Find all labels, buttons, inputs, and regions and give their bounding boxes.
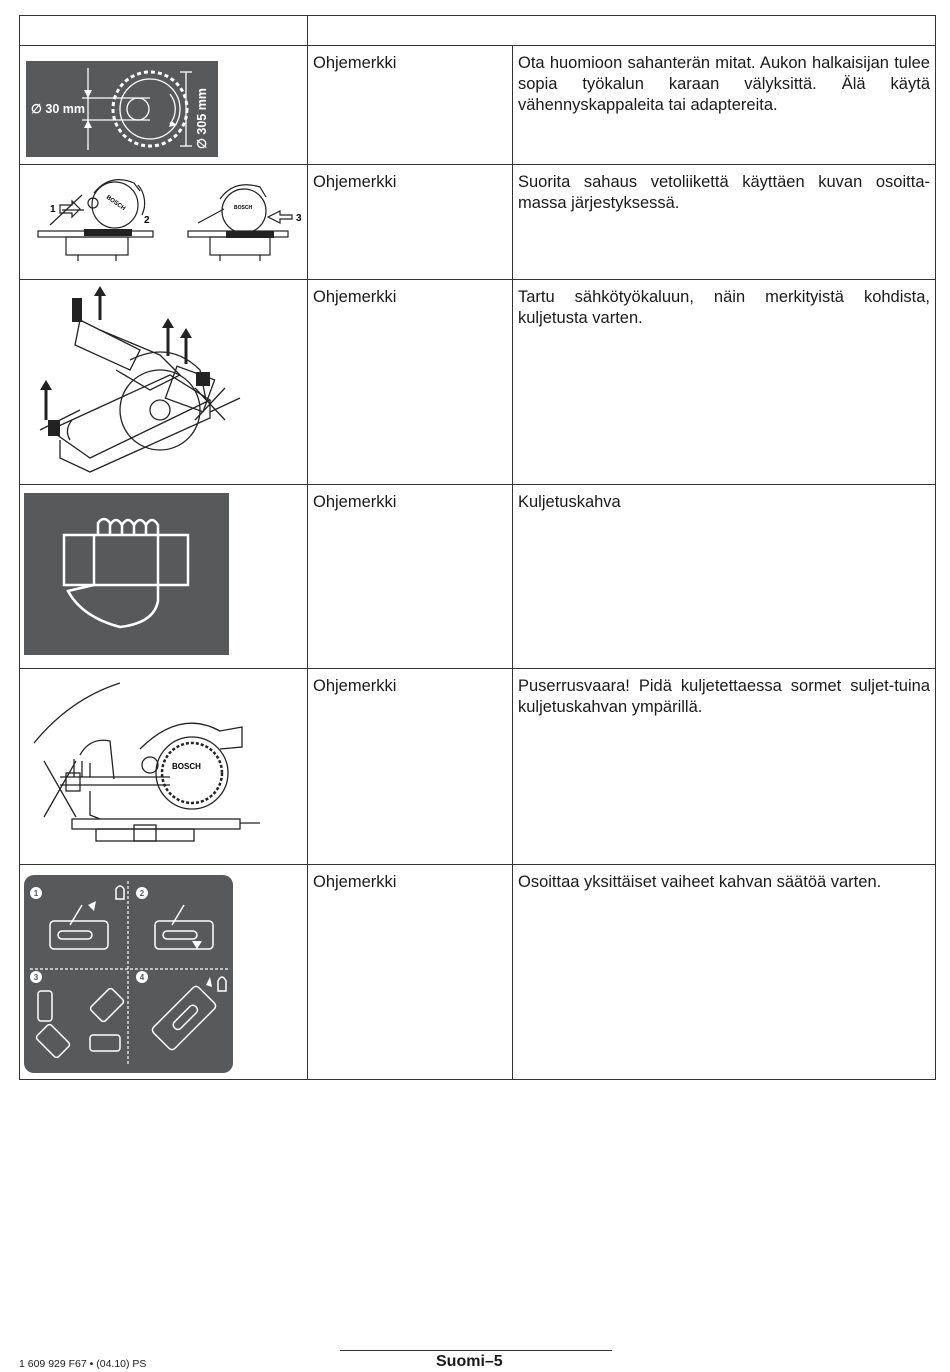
label-cell bbox=[308, 46, 513, 165]
saw-blade-dimensions-icon bbox=[20, 46, 308, 164]
symbol-description: Ota huomioon sahanterän mitat. Aukon halkaisijan tulee sopia työkalun karaan välyksittä. Älä käytä vähennyskappaleita tai adaptereita. bbox=[518, 54, 930, 114]
label-cell bbox=[308, 165, 513, 280]
handle-adjustment-steps-icon bbox=[20, 865, 308, 1079]
transport-grip-points-icon bbox=[20, 280, 308, 484]
footer-divider bbox=[340, 1350, 612, 1351]
symbol-label: Ohjemerkki bbox=[313, 288, 397, 306]
table-row bbox=[20, 669, 936, 865]
step-4-label: 4 bbox=[139, 973, 145, 982]
description-cell bbox=[513, 669, 936, 865]
table-row bbox=[20, 46, 936, 165]
header-cell-symbol bbox=[20, 16, 308, 46]
symbol-cell bbox=[20, 669, 308, 865]
description-cell bbox=[513, 280, 936, 485]
symbol-cell bbox=[20, 865, 308, 1080]
symbol-description: Suorita sahaus vetoliikettä käyttäen kuvan osoitta-massa järjestyksessä. bbox=[518, 173, 930, 212]
symbol-cell bbox=[20, 280, 308, 485]
step-1-label: 1 bbox=[33, 889, 39, 898]
table-row bbox=[20, 865, 936, 1080]
pull-saw-sequence-icon bbox=[20, 165, 308, 279]
header-cell-meaning bbox=[308, 16, 936, 46]
step-3-label: 3 bbox=[33, 973, 39, 982]
description-cell bbox=[513, 165, 936, 280]
step-2-label: 2 bbox=[144, 215, 150, 226]
bosch-logo: BOSCH bbox=[172, 762, 201, 771]
page-number: Suomi–5 bbox=[436, 1353, 503, 1370]
symbol-label: Ohjemerkki bbox=[313, 677, 397, 695]
symbol-cell bbox=[20, 485, 308, 669]
step-3-label: 3 bbox=[296, 213, 302, 224]
document-code: 1 609 929 F67 • (04.10) PS bbox=[19, 1358, 147, 1370]
symbol-label: Ohjemerkki bbox=[313, 873, 397, 891]
symbol-cell bbox=[20, 46, 308, 165]
symbol-description: Puserrusvaara! Pidä kuljetettaessa sormet suljet-tuina kuljetuskahvan ympärillä. bbox=[518, 677, 930, 716]
bosch-logo: BOSCH bbox=[234, 205, 253, 211]
table-row bbox=[20, 485, 936, 669]
description-cell bbox=[513, 46, 936, 165]
table-row bbox=[20, 165, 936, 280]
symbol-description: Kuljetuskahva bbox=[518, 493, 621, 511]
description-cell bbox=[513, 485, 936, 669]
table-row bbox=[20, 280, 936, 485]
pinch-hazard-icon bbox=[20, 669, 308, 864]
symbol-label: Ohjemerkki bbox=[313, 173, 397, 191]
bore-diameter-label: ∅ 30 mm bbox=[31, 102, 85, 116]
transport-handle-icon bbox=[20, 485, 308, 668]
label-cell bbox=[308, 280, 513, 485]
symbol-label: Ohjemerkki bbox=[313, 493, 397, 511]
step-2-label: 2 bbox=[139, 889, 145, 898]
label-cell bbox=[308, 865, 513, 1080]
symbol-label: Ohjemerkki bbox=[313, 54, 397, 72]
symbol-table bbox=[19, 15, 936, 1080]
bosch-logo: BOSCH bbox=[104, 194, 127, 213]
symbol-cell bbox=[20, 165, 308, 280]
step-1-label: 1 bbox=[50, 204, 56, 215]
blade-diameter-label: ∅ 305 mm bbox=[195, 88, 209, 149]
symbol-description: Osoittaa yksittäiset vaiheet kahvan säätöä varten. bbox=[518, 873, 882, 891]
label-cell bbox=[308, 669, 513, 865]
description-cell bbox=[513, 865, 936, 1080]
symbol-description: Tartu sähkötyökaluun, näin merkityistä kohdista, kuljetusta varten. bbox=[518, 288, 930, 327]
label-cell bbox=[308, 485, 513, 669]
table-header-row bbox=[20, 16, 936, 46]
